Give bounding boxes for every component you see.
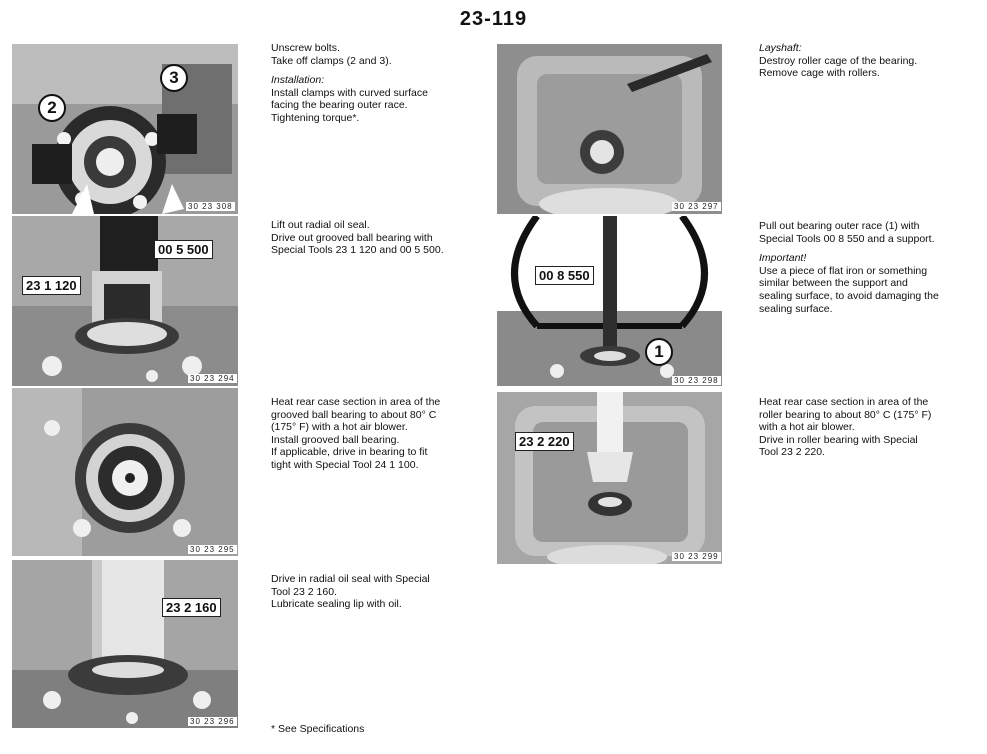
step-layshaft (759, 42, 974, 80)
step-line: Tool 23 2 160. (271, 585, 337, 598)
photo-bearing-illustration (12, 388, 238, 556)
photo-seal-illustration (12, 560, 238, 728)
callout-tool-00-8-550: 00 8 550 (535, 266, 594, 285)
callout-tool-00-5-500: 00 5 500 (154, 240, 213, 259)
step-heat-case-ball-bearing (271, 396, 486, 472)
step-line: similar between the support and (759, 277, 908, 290)
step-line: facing the bearing outer race. (271, 99, 408, 112)
step-line: Destroy roller cage of the bearing. (759, 54, 918, 67)
step-line: Install grooved ball bearing. (271, 433, 400, 446)
step-line: Use a piece of flat iron or something (759, 264, 928, 277)
step-line: Take off clamps (2 and 3). (271, 54, 392, 67)
page-number: 23-119 (459, 8, 528, 30)
step-heat-case-roller-bearing (759, 396, 974, 459)
figure-code: 30 23 294 (190, 374, 235, 383)
step-line: Heat rear case section in area of the (271, 396, 441, 408)
step-line: Special Tools 23 1 120 and 00 5 500. (271, 244, 444, 257)
step-line: (175° F) with a hot air blower. (271, 421, 408, 434)
step-line: Pull out bearing outer race (1) with (759, 220, 920, 232)
figure-code: 30 23 299 (674, 552, 719, 561)
photo-drive-out-bearing (12, 216, 238, 386)
step-line: Tightening torque*. (271, 111, 360, 124)
step-line: Install clamps with curved surface (271, 86, 428, 99)
figure-code: 30 23 296 (190, 717, 235, 726)
step-line: Remove cage with rollers. (759, 67, 880, 80)
photo-install-ball-bearing (12, 388, 238, 556)
photo-clamps-removal (12, 44, 238, 214)
callout-clamp-2: 2 (38, 94, 66, 122)
photo-layshaft-illustration (497, 44, 722, 214)
step-line: sealing surface, to avoid damaging the (759, 289, 939, 302)
callout-tool-23-2-160: 23 2 160 (162, 598, 221, 617)
step-line: Tool 23 2 220. (759, 446, 825, 459)
step-line: Special Tools 00 8 550 and a support. (759, 232, 935, 245)
callout-outer-race-1: 1 (645, 338, 673, 366)
photo-layshaft-roller-cage (497, 44, 722, 214)
figure-code: 30 23 295 (190, 545, 235, 554)
photo-drive-in-oil-seal (12, 560, 238, 728)
step-line: tight with Special Tool 24 1 100. (271, 458, 419, 471)
step-line: Unscrew bolts. (271, 42, 340, 54)
step-lift-oil-seal (271, 219, 486, 257)
step-line: Lubricate sealing lip with oil. (271, 598, 402, 611)
step-pull-outer-race (759, 220, 974, 315)
photo-drive-roller-bearing (497, 392, 722, 564)
step-line: Drive in radial oil seal with Special (271, 573, 430, 585)
callout-tool-23-2-220: 23 2 220 (515, 432, 574, 451)
photo-roller-illustration (497, 392, 722, 564)
step-line: Heat rear case section in area of the (759, 396, 929, 408)
figure-code: 30 23 298 (674, 376, 719, 385)
step-line: with a hot air blower. (759, 421, 855, 434)
step-line: grooved ball bearing to about 80° C (271, 408, 437, 421)
step-line: Drive in roller bearing with Special (759, 433, 918, 446)
callout-clamp-3: 3 (160, 64, 188, 92)
callout-tool-23-1-120: 23 1 120 (22, 276, 81, 295)
photo-puller-illustration (497, 216, 722, 386)
figure-code: 30 23 297 (674, 202, 719, 211)
figure-code: 30 23 308 (188, 202, 233, 211)
step-line: sealing surface. (759, 302, 833, 315)
photo-pull-outer-race (497, 216, 722, 386)
step-line: Drive out grooved ball bearing with (271, 231, 433, 244)
step-heading: Layshaft: (759, 42, 802, 54)
photo-clamps-illustration (12, 44, 238, 214)
step-line: If applicable, drive in bearing to fit (271, 446, 428, 459)
step-unscrew-bolts (271, 42, 486, 125)
step-line: roller bearing to about 80° C (175° F) (759, 408, 932, 421)
step-note-heading: Installation: (271, 74, 325, 87)
step-drive-in-oil-seal (271, 573, 486, 611)
step-note-heading: Important! (759, 252, 807, 265)
footnote-specifications: * See Specifications (271, 723, 365, 735)
step-line: Lift out radial oil seal. (271, 219, 370, 231)
